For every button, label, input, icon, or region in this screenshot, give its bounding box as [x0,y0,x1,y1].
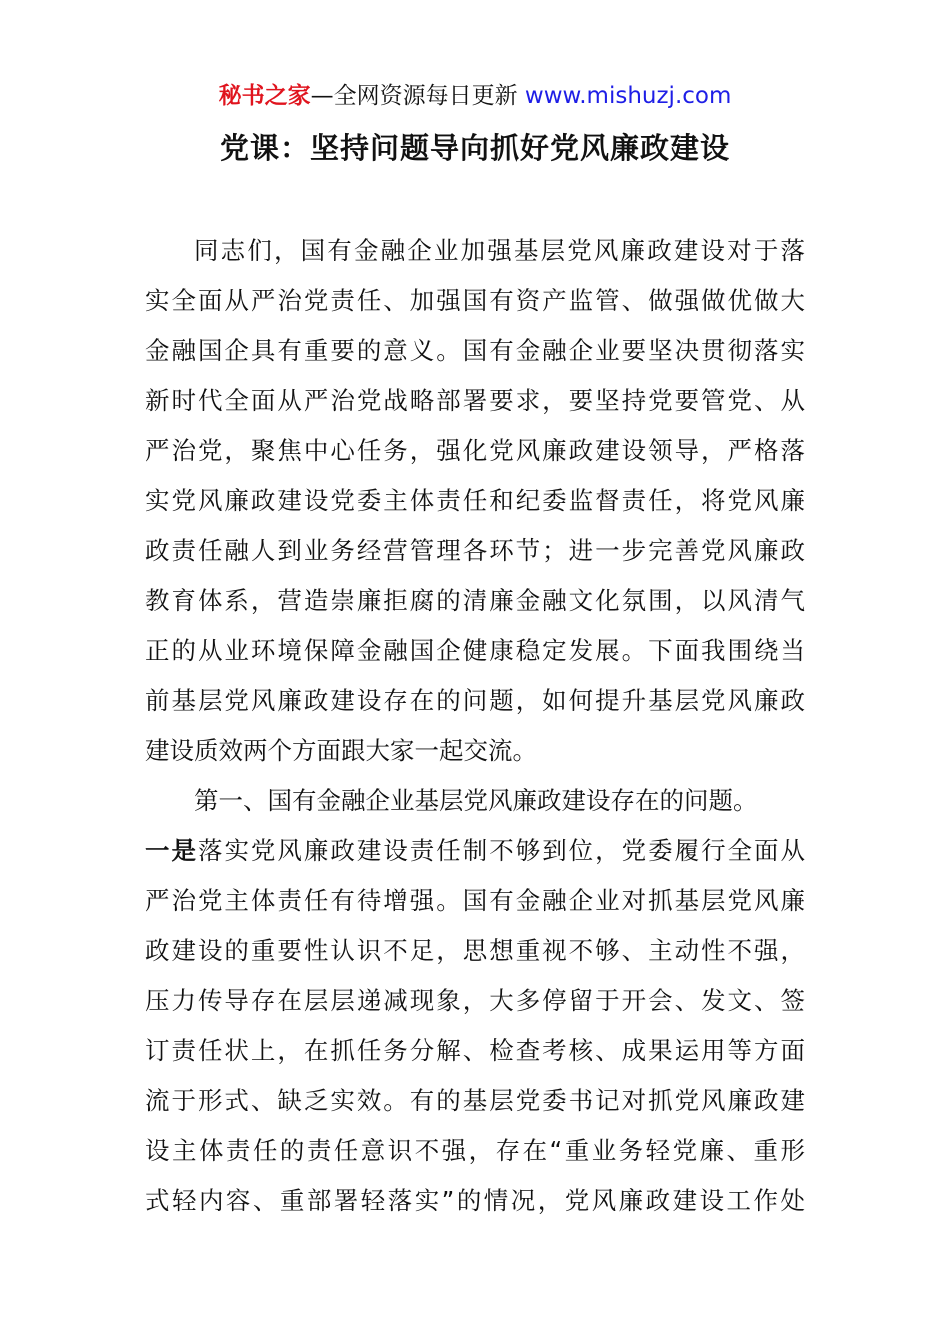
text-line: 正的从业环境保障金融国企健康稳定发展。下面我围绕当 [145,636,805,665]
text-line: 设主体责任的责任意识不强，存在“重业务轻党廉、重形 [145,1136,805,1165]
site-url[interactable]: www.mishuzj.com [524,83,732,109]
text-line: 实党风廉政建设党委主体责任和纪委监督责任，将党风廉 [145,486,805,515]
text-line-rest: 落实党风廉政建设责任制不够到位，党委履行全面从 [197,836,806,865]
text-line [145,826,805,876]
text-line: 流于形式、缺乏实效。有的基层党委书记对抓党风廉政建 [145,1086,805,1115]
text-line: 式轻内容、重部署轻落实”的情况，党风廉政建设工作处 [145,1186,805,1215]
paragraph-3 [145,826,805,1226]
text-line: 严治党主体责任有待增强。国有金融企业对抓基层党风廉 [145,886,805,915]
section-heading: 第一、国有金融企业基层党风廉政建设存在的问题。 [194,786,758,815]
paragraph-2 [145,776,805,826]
text-line: 政建设的重要性认识不足，思想重视不够、主动性不强， [145,936,805,965]
text-line: 金融国企具有重要的意义。国有金融企业要坚决贯彻落实 [145,336,805,365]
text-line: 订责任状上，在抓任务分解、检查考核、成果运用等方面 [145,1036,805,1065]
point-lead: 一是 [145,836,198,865]
text-line: 前基层党风廉政建设存在的问题，如何提升基层党风廉政 [145,686,805,715]
brand-name: 秘书之家 [218,83,311,109]
text-line: 新时代全面从严治党战略部署要求，要坚持党要管党、从 [145,386,805,415]
text-line: 同志们，国有金融企业加强基层党风廉政建设对于落 [194,236,805,265]
text-line: 压力传导存在层层递减现象，大多停留于开会、发文、签 [145,986,805,1015]
text-line: 实全面从严治党责任、加强国有资产监管、做强做优做大 [145,286,805,315]
document-body [145,226,805,1226]
text-line: 严治党，聚焦中心任务，强化党风廉政建设领导，严格落 [145,436,805,465]
text-line: 政责任融人到业务经营管理各环节；进一步完善党风廉政 [145,536,805,565]
paragraph-1 [145,226,805,776]
text-line: 建设质效两个方面跟大家一起交流。 [145,736,537,765]
document-title: 党课：坚持问题导向抓好党风廉政建设 [219,131,730,165]
text-line: 教育体系，营造崇廉拒腐的清廉金融文化氛围，以风清气 [145,586,805,615]
header-tagline: —全网资源每日更新 [310,83,525,109]
site-header [0,80,950,112]
